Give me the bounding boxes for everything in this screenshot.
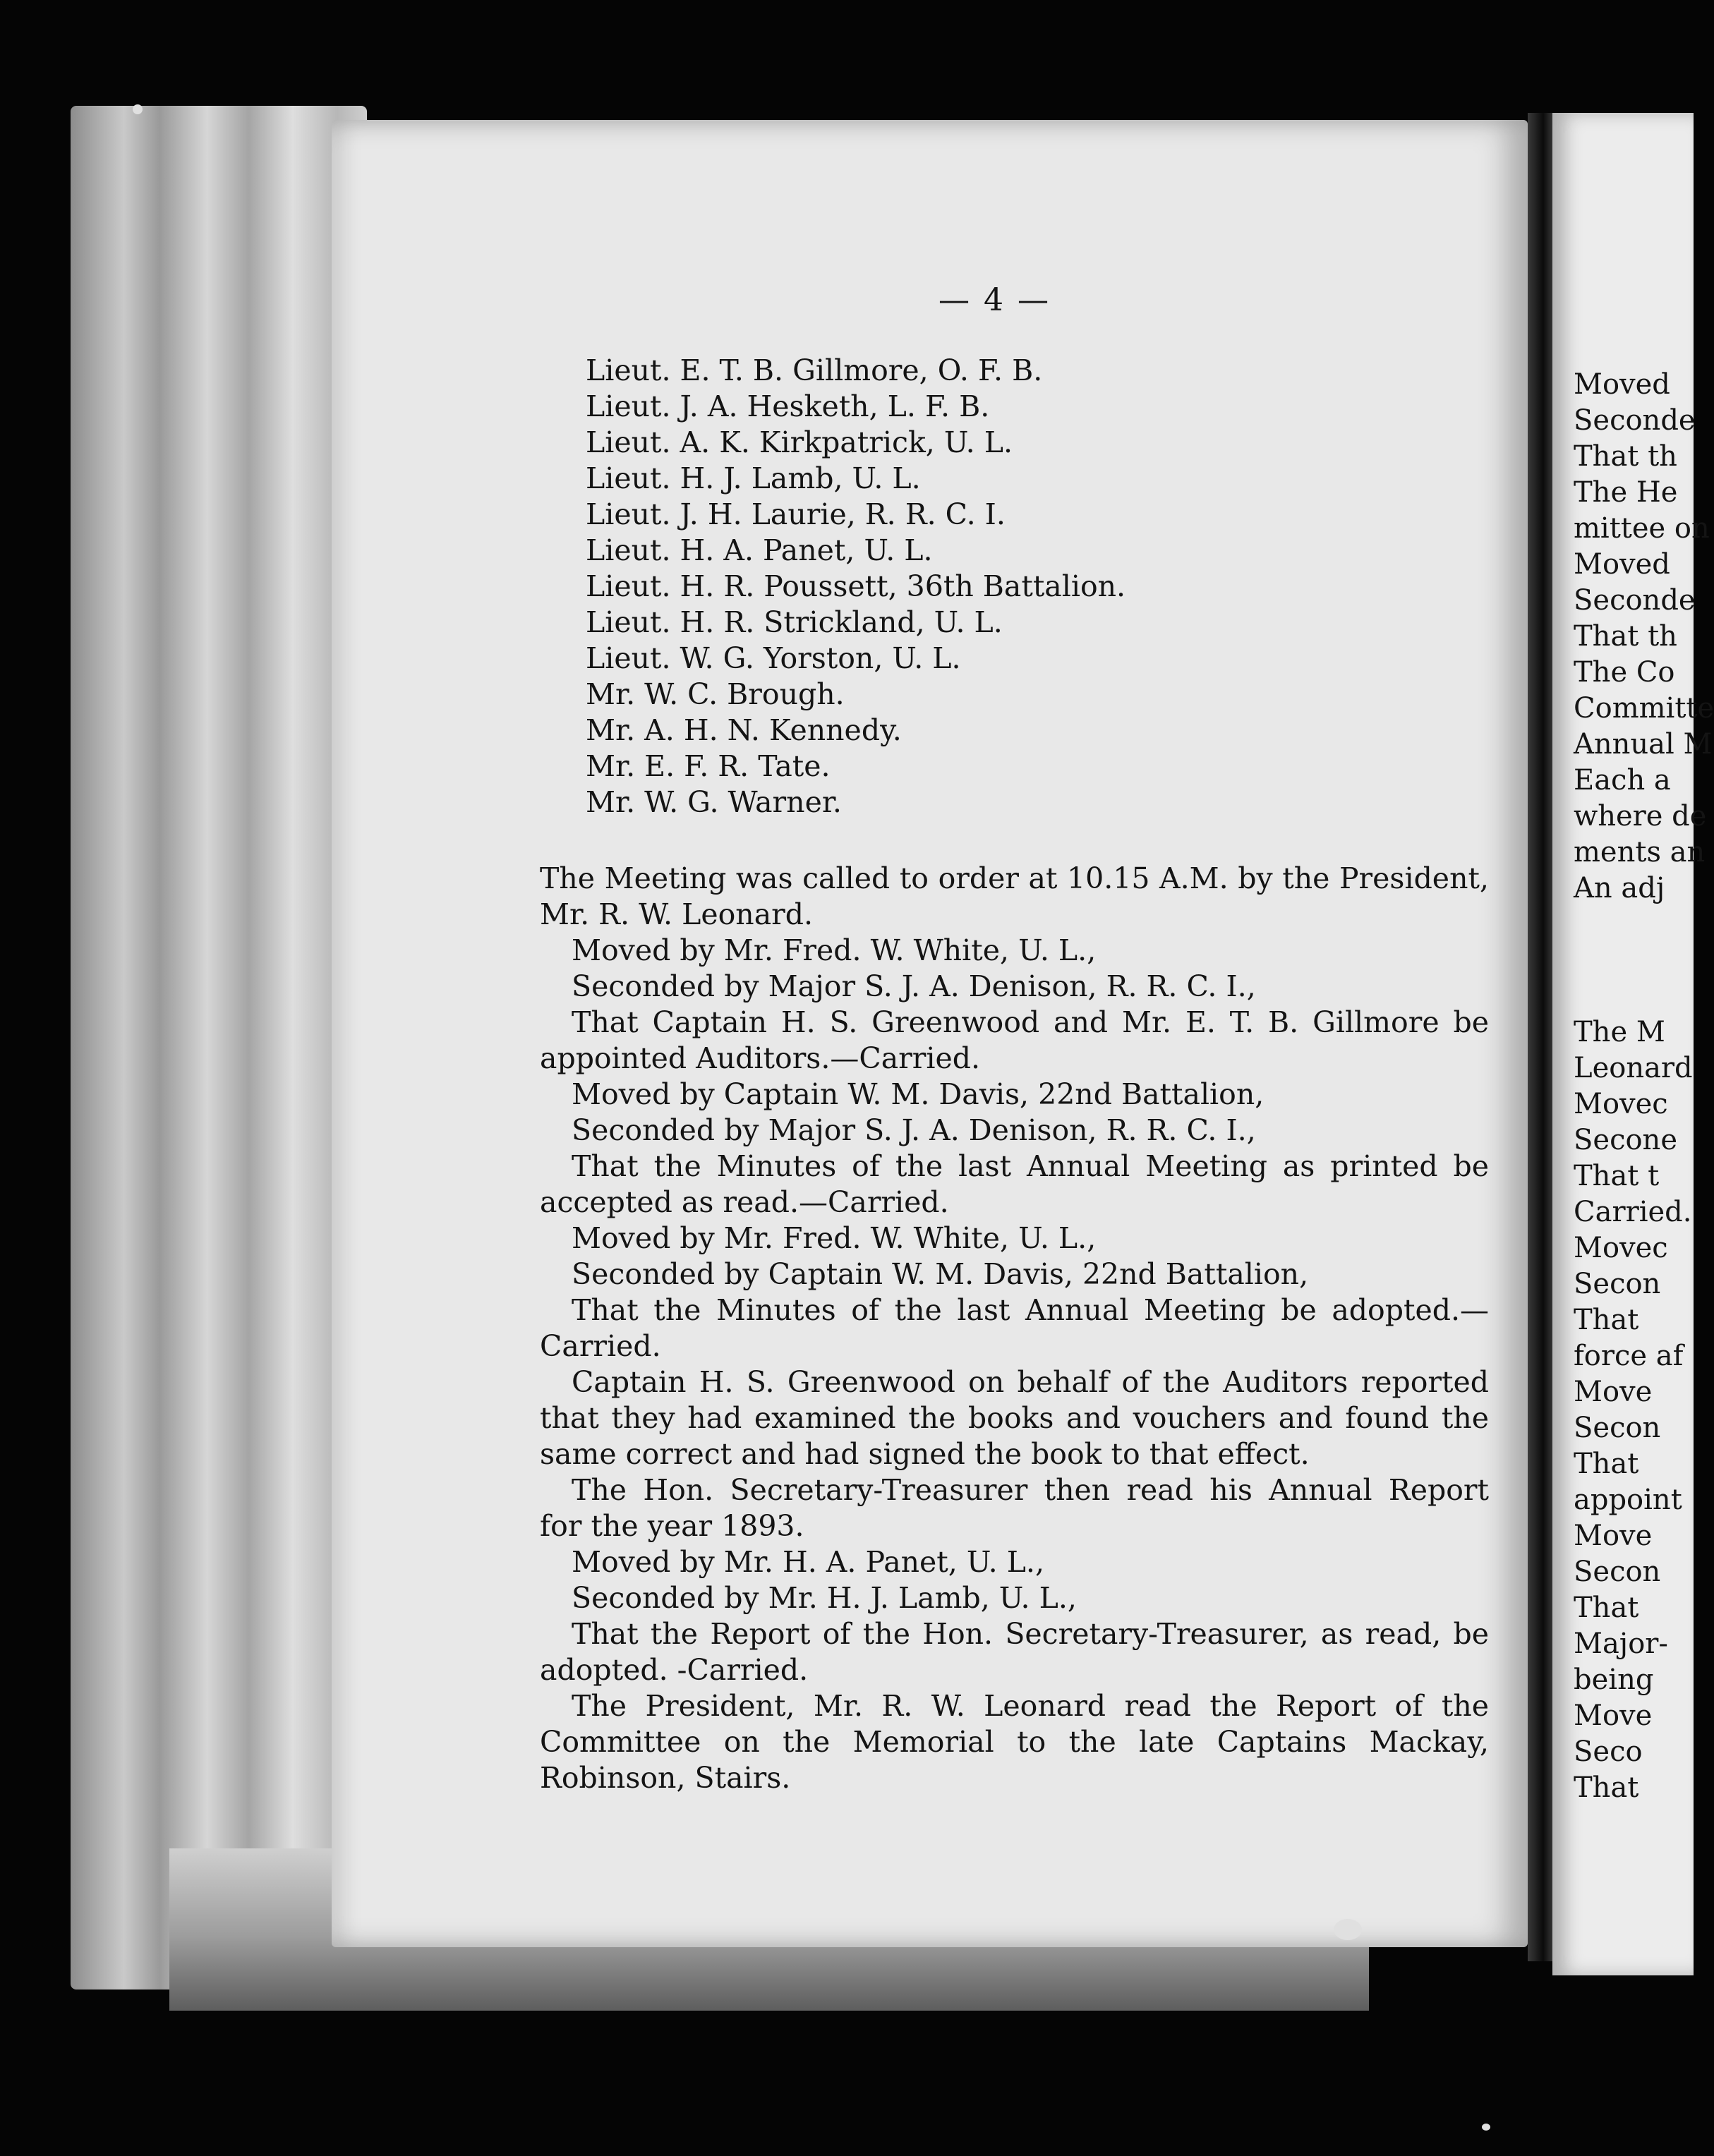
right-line: Move — [1574, 1520, 1653, 1552]
right-page-partial — [1552, 113, 1714, 1975]
paragraph: Moved by Mr. Fred. W. White, U. L., — [572, 1221, 1097, 1255]
right-line: Secon — [1574, 1556, 1661, 1588]
attendee-line: Lieut. H. R. Poussett, 36th Battalion. — [586, 569, 1126, 603]
paragraph: The President, Mr. R. W. Leonard read the Report of the Committee on the Memorial to the late Captains Mackay, Robinson, Stairs. — [540, 1689, 1489, 1795]
attendee-list — [586, 353, 1125, 820]
attendee-line: Mr. W. G. Warner. — [586, 785, 842, 819]
right-line: Moved — [1574, 368, 1670, 401]
attendee-line: Lieut. W. G. Yorston, U. L. — [586, 641, 961, 675]
paragraph: Seconded by Major S. J. A. Denison, R. R. C. I., — [572, 1113, 1256, 1147]
right-line: Annual M — [1574, 728, 1713, 761]
right-line: That — [1574, 1448, 1639, 1480]
right-line: Each a — [1574, 764, 1671, 797]
attendee-line: Mr. E. F. R. Tate. — [586, 749, 831, 783]
right-line: That — [1574, 1592, 1639, 1624]
right-line: being — [1574, 1664, 1654, 1696]
right-line: That — [1574, 1304, 1639, 1336]
paragraph: The Meeting was called to order at 10.15 A.M. by the President, Mr. R. W. Leonard. — [540, 861, 1489, 931]
attendee-line: Mr. W. C. Brough. — [586, 677, 845, 711]
right-line: Movec — [1574, 1232, 1668, 1264]
page-number: — 4 — — [939, 282, 1051, 318]
paragraph: That the Minutes of the last Annual Meeting be adopted.—Carried. — [540, 1293, 1489, 1363]
paragraph: The Hon. Secretary-Treasurer then read his Annual Report for the year 1893. — [540, 1473, 1489, 1543]
right-line: That — [1574, 1772, 1639, 1804]
right-page-text — [1574, 367, 1714, 1806]
right-line: Secone — [1574, 1124, 1677, 1156]
right-line: Secon — [1574, 1412, 1661, 1444]
right-line: Major- — [1574, 1628, 1668, 1660]
paragraph: That Captain H. S. Greenwood and Mr. E. T. B. Gillmore be appointed Auditors.—Carried. — [540, 1005, 1489, 1075]
attendee-line: Lieut. H. J. Lamb, U. L. — [586, 461, 921, 495]
right-line: Committe — [1574, 692, 1714, 725]
right-line: Secon — [1574, 1268, 1661, 1300]
minutes-body — [540, 861, 1489, 1796]
attendee-line: Lieut. E. T. B. Gillmore, O. F. B. — [586, 353, 1043, 387]
right-line: The M — [1574, 1016, 1665, 1048]
right-line: An adj — [1574, 872, 1665, 904]
dust-speck — [1334, 1919, 1362, 1940]
right-line: ments an — [1574, 836, 1706, 868]
paragraph: Moved by Mr. Fred. W. White, U. L., — [572, 933, 1097, 967]
right-line: Seco — [1574, 1736, 1643, 1768]
right-line — [1574, 907, 1714, 943]
paragraph: Seconded by Mr. H. J. Lamb, U. L., — [572, 1581, 1077, 1615]
paragraph: That the Minutes of the last Annual Meeting as printed be accepted as read.—Carried. — [540, 1149, 1489, 1219]
attendee-line: Lieut. H. R. Strickland, U. L. — [586, 605, 1003, 639]
attendee-line: Mr. A. H. N. Kennedy. — [586, 713, 902, 747]
paragraph: Moved by Mr. H. A. Panet, U. L., — [572, 1545, 1044, 1579]
right-line: where de — [1574, 800, 1707, 832]
attendee-line: Lieut. A. K. Kirkpatrick, U. L. — [586, 425, 1013, 459]
right-line — [1574, 943, 1714, 979]
right-line — [1574, 979, 1714, 1015]
dust-speck — [1482, 2124, 1490, 2131]
right-line: force af — [1574, 1340, 1684, 1372]
paragraph: Captain H. S. Greenwood on behalf of the Auditors reported that they had examined the books and vouchers and found the same correct and had signed the book to that effect. — [540, 1365, 1489, 1471]
right-line: Move — [1574, 1700, 1653, 1732]
paragraph: That the Report of the Hon. Secretary-Treasurer, as read, be adopted. -Carried. — [540, 1617, 1489, 1687]
right-line: Move — [1574, 1376, 1653, 1408]
paragraph: Moved by Captain W. M. Davis, 22nd Battalion, — [572, 1077, 1265, 1111]
right-line: That t — [1574, 1160, 1660, 1192]
right-line: Leonard — [1574, 1052, 1693, 1084]
right-line: Movec — [1574, 1088, 1668, 1120]
right-line: mittee on — [1574, 512, 1710, 545]
right-line: The Co — [1574, 656, 1675, 689]
right-line: That th — [1574, 620, 1677, 653]
right-line: Carried. — [1574, 1196, 1692, 1228]
attendee-line: Lieut. H. A. Panet, U. L. — [586, 533, 933, 567]
paragraph: Seconded by Captain W. M. Davis, 22nd Battalion, — [572, 1257, 1309, 1291]
right-line: Seconde — [1574, 404, 1696, 437]
right-line: appoint — [1574, 1484, 1682, 1516]
right-line: That th — [1574, 440, 1677, 473]
attendee-line: Lieut. J. H. Laurie, R. R. C. I. — [586, 497, 1006, 531]
attendee-line: Lieut. J. A. Hesketh, L. F. B. — [586, 389, 990, 423]
right-line: The He — [1574, 476, 1678, 509]
book-edge-stack — [71, 106, 367, 1990]
dust-speck — [133, 104, 143, 114]
paragraph: Seconded by Major S. J. A. Denison, R. R. C. I., — [572, 969, 1256, 1003]
right-line: Moved — [1574, 548, 1670, 581]
book-gutter — [1528, 113, 1556, 1961]
right-line: Seconde — [1574, 584, 1696, 617]
